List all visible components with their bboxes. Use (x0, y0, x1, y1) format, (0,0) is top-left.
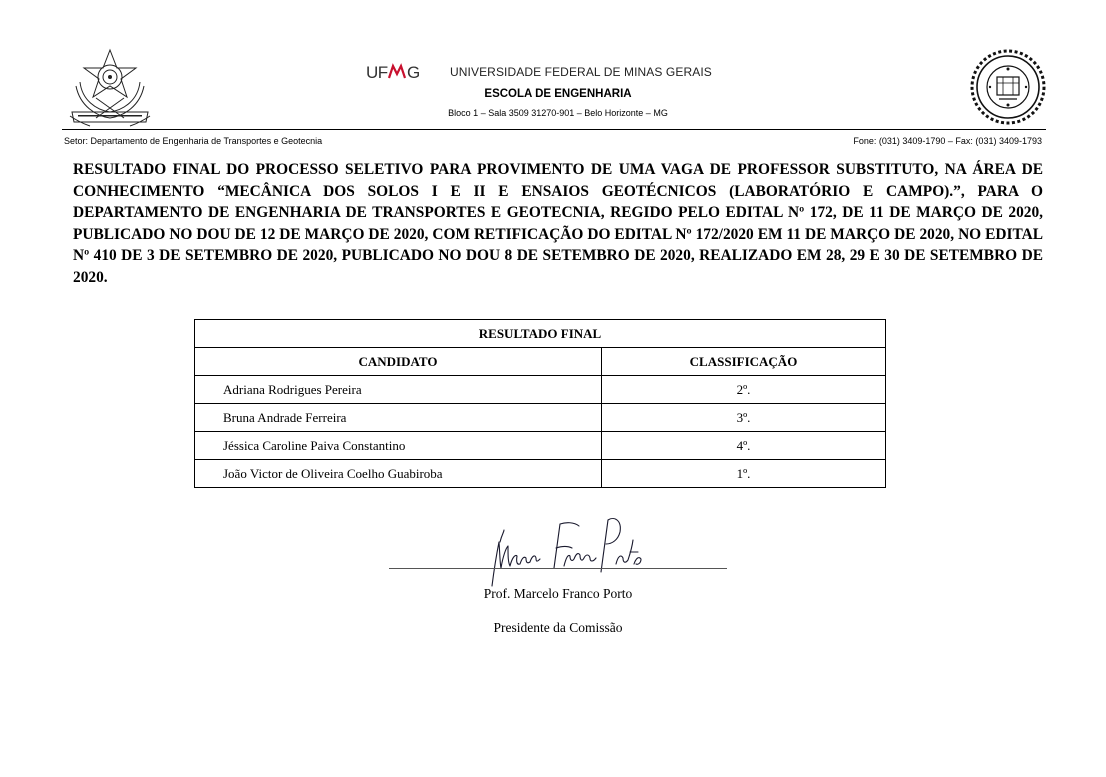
handwritten-signature (480, 512, 645, 592)
candidate-rank: 1º. (602, 460, 886, 488)
column-header-candidate: CANDIDATO (195, 348, 602, 376)
university-name: UNIVERSIDADE FEDERAL DE MINAS GERAIS (450, 65, 712, 79)
document-title: RESULTADO FINAL DO PROCESSO SELETIVO PARA PROVIMENTO DE UMA VAGA DE PROFESSOR SUBSTITUTO, NA ÁREA DE CONHECIMENTO “MECÂNICA DOS SOLOS I E II E ENSAIOS GEOTÉCNICOS (LABORATÓRIO E CAMPO).”, PARA O DEPARTAMENTO DE ENGENHARIA DE TRANSPORTES E GEOTECNIA, REGIDO PELO EDITAL Nº 172, DE 11 DE MARÇO DE 2020, PUBLICADO NO DOU DE 12 DE MARÇO DE 2020, COM RETIFICAÇÃO DO EDITAL Nº 172/2020 EM 11 DE MARÇO DE 2020, NO EDITAL Nº 410 DE 3 DE SETEMBRO DE 2020, PUBLICADO NO DOU 8 DE SETEMBRO DE 2020, REALIZADO EM 28, 29 E 30 DE SETEMBRO DE 2020. (73, 161, 1043, 286)
candidate-name: Adriana Rodrigues Pereira (195, 376, 602, 404)
sector-label: Setor: Departamento de Engenharia de Transportes e Geotecnia (64, 136, 323, 146)
candidate-name: Jéssica Caroline Paiva Constantino (195, 432, 602, 460)
svg-text:G: G (407, 63, 421, 82)
engineering-school-seal-icon (970, 49, 1046, 125)
contact-phones: Fone: (031) 3409-1790 – Fax: (031) 3409-1793 (853, 136, 1042, 146)
table-row (195, 376, 886, 404)
result-table (194, 319, 886, 488)
candidate-rank: 3º. (602, 404, 886, 432)
school-address: Bloco 1 – Sala 3509 31270-901 – Belo Horizonte – MG (448, 108, 668, 118)
ufmg-logo-icon (366, 61, 436, 83)
signatory-name: Prof. Marcelo Franco Porto (483, 586, 633, 601)
table-row (195, 432, 886, 460)
school-name: ESCOLA DE ENGENHARIA (484, 88, 632, 100)
table-caption: RESULTADO FINAL (195, 320, 886, 348)
candidate-name: João Victor de Oliveira Coelho Guabiroba (195, 460, 602, 488)
signature-line (389, 568, 727, 569)
table-row (195, 404, 886, 432)
svg-text:UF: UF (366, 63, 388, 82)
candidate-rank: 4º. (602, 432, 886, 460)
table-row (195, 460, 886, 488)
candidate-name: Bruna Andrade Ferreira (195, 404, 602, 432)
candidate-rank: 2º. (602, 376, 886, 404)
signatory-role: Presidente da Comissão (493, 620, 623, 635)
university-brand (366, 60, 712, 84)
header-divider (62, 129, 1046, 130)
column-header-classification: CLASSIFICAÇÃO (602, 348, 886, 376)
